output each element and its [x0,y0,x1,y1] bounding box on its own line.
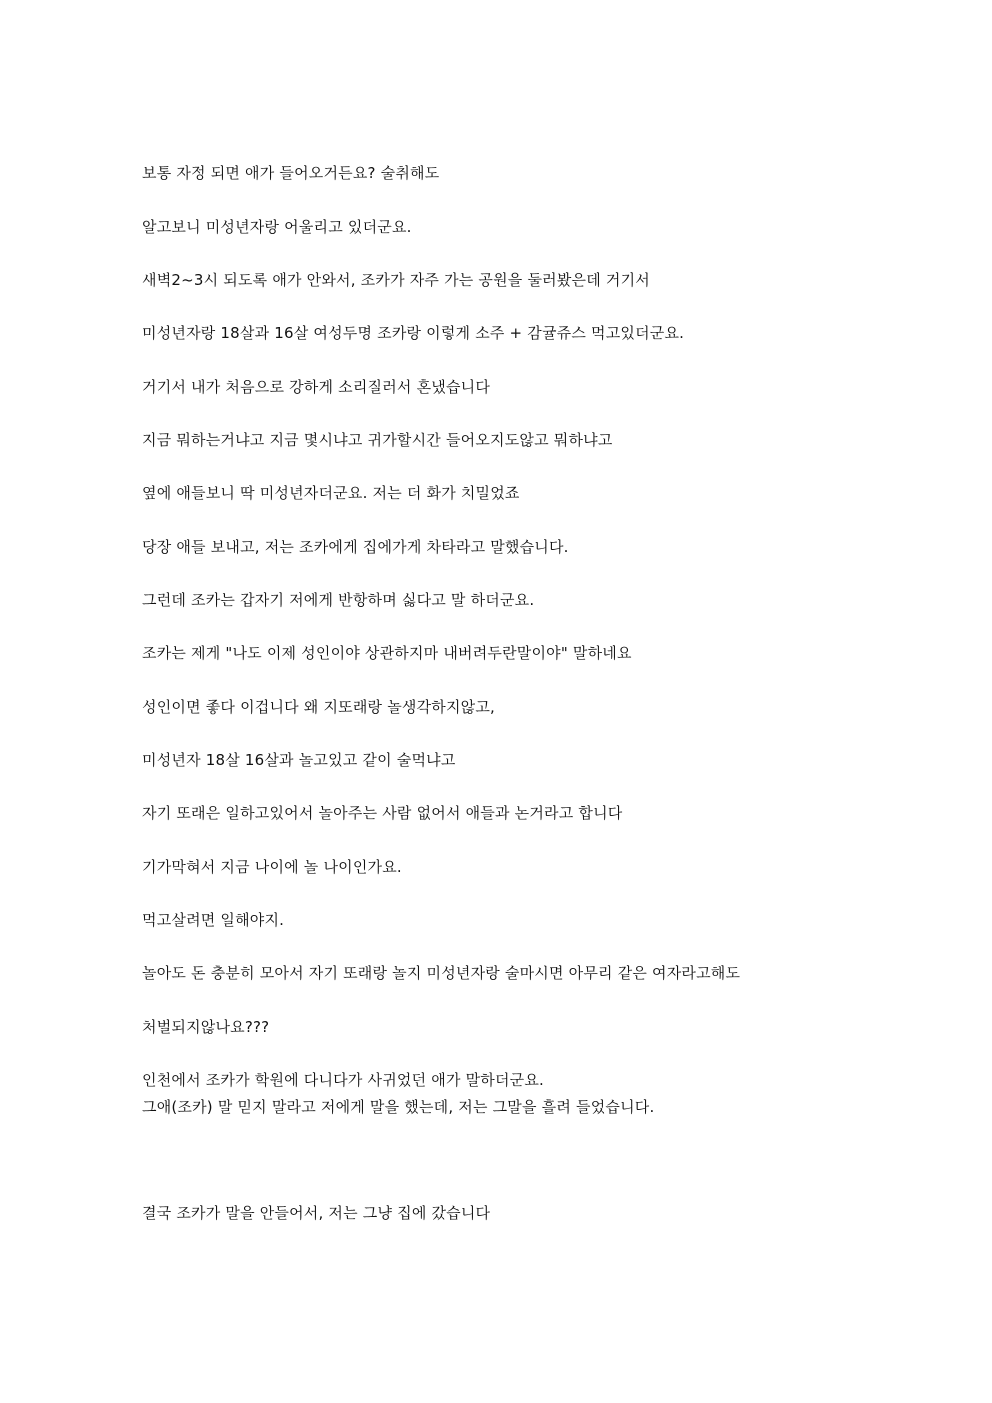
paragraph-line: 거기서 내가 처음으로 강하게 소리질러서 혼냈습니다 [142,378,491,396]
paragraph-line: 조카는 제게 "나도 이제 성인이야 상관하지마 내버려두란말이야" 말하네요 [142,644,632,662]
paragraph-line: 지금 뭐하는거냐고 지금 몇시냐고 귀가할시간 들어오지도않고 뭐하냐고 [142,431,613,449]
paragraph-line: 미성년자랑 18살과 16살 여성두명 조카랑 이렇게 소주 + 감귤쥬스 먹고있더군요. [142,324,685,342]
paragraph-line: 미성년자 18살 16살과 놀고있고 같이 술먹냐고 [142,751,456,769]
paragraph-line: 결국 조카가 말을 안들어서, 저는 그냥 집에 갔습니다 [142,1204,491,1222]
paragraph-line: 당장 애들 보내고, 저는 조카에게 집에가게 차타라고 말했습니다. [142,538,569,556]
paragraph-line: 처벌되지않나요??? [142,1018,270,1036]
paragraph-line: 옆에 애들보니 딱 미성년자더군요. 저는 더 화가 치밀었죠 [142,484,520,502]
paragraph-line: 보통 자정 되면 애가 들어오거든요? 술취해도 [142,164,440,182]
paragraph-line: 알고보니 미성년자랑 어울리고 있더군요. [142,218,412,236]
paragraph-line: 인천에서 조카가 학원에 다니다가 사귀었던 애가 말하더군요. [142,1071,545,1089]
paragraph-line: 놀아도 돈 충분히 모아서 자기 또래랑 놀지 미성년자랑 술마시면 아무리 같은 여자라고해도 [142,964,741,982]
paragraph-line: 기가막혀서 지금 나이에 놀 나이인가요. [142,858,402,876]
paragraph-line: 그런데 조카는 갑자기 저에게 반항하며 싫다고 말 하더군요. [142,591,535,609]
paragraph-line: 새벽2~3시 되도록 애가 안와서, 조카가 자주 가는 공원을 둘러봤은데 거기서 [142,271,650,289]
paragraph-line: 성인이면 좋다 이겁니다 왜 지또래랑 놀생각하지않고, [142,698,495,716]
paragraph-line: 자기 또래은 일하고있어서 놀아주는 사람 없어서 애들과 논거라고 합니다 [142,804,623,822]
paragraph-line: 먹고살려면 일해야지. [142,911,285,929]
paragraph-line: 그애(조카) 말 믿지 말라고 저에게 말을 했는데, 저는 그말을 흘려 들었습니다. [142,1098,655,1116]
